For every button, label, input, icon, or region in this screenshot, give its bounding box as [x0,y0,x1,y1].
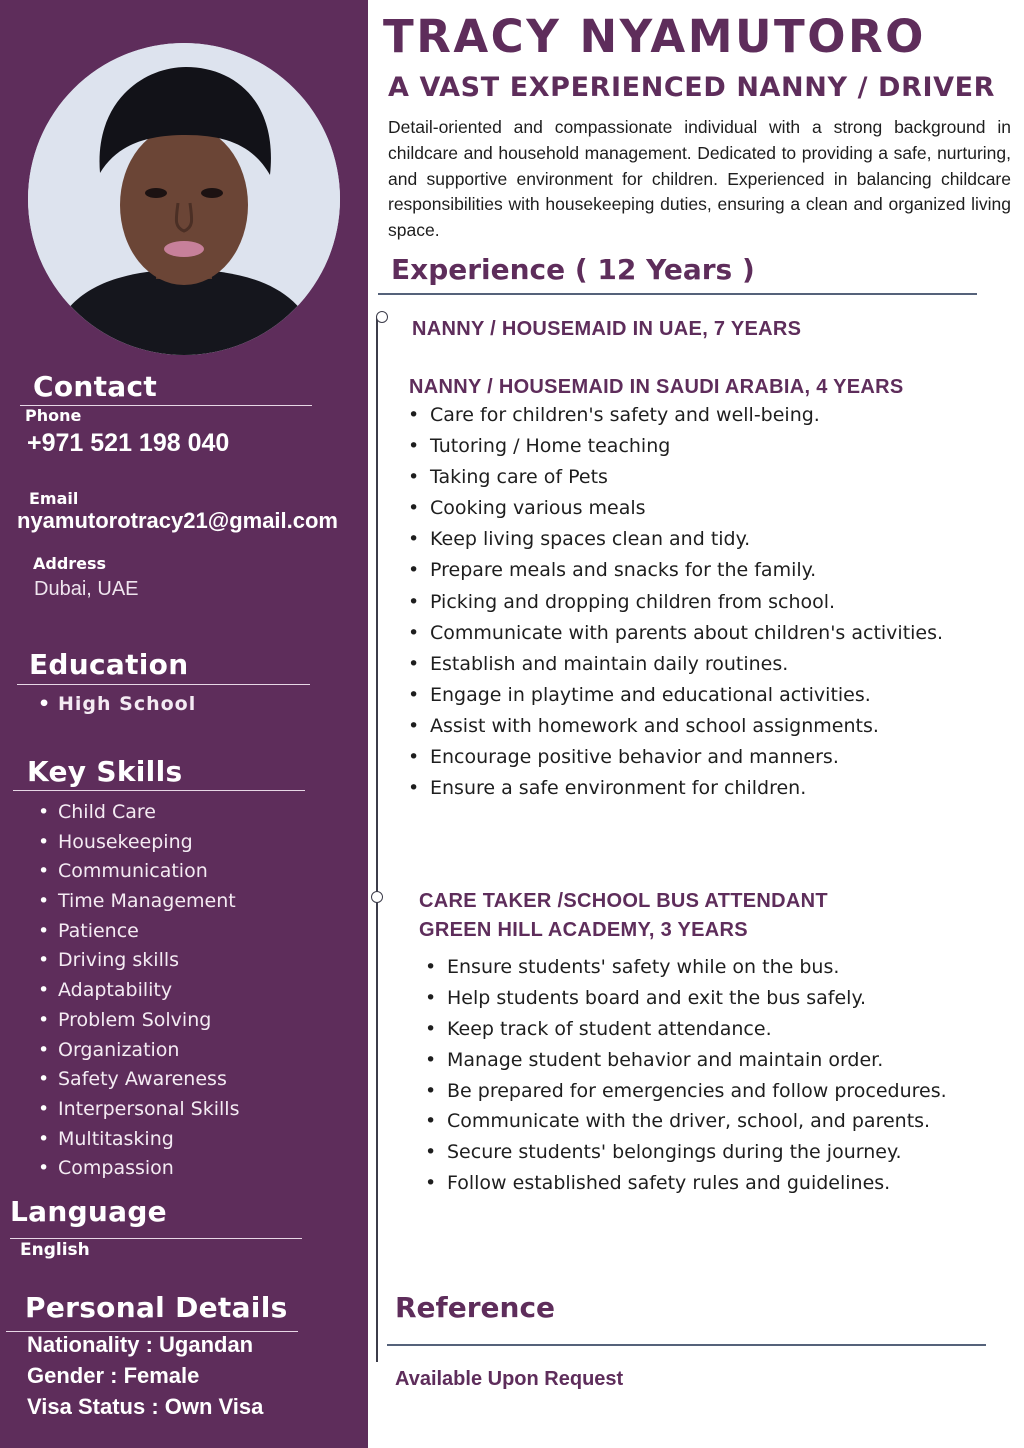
duty-item: • Encourage positive behavior and manners. [408,742,943,773]
duty-item: • Manage student behavior and maintain order. [425,1045,947,1076]
profile-photo-illustration [28,43,340,355]
job-title-caretaker: CARE TAKER /SCHOOL BUS ATTENDANT [419,890,828,912]
duty-item: • Engage in playtime and educational activities. [408,680,943,711]
address-value: Dubai, UAE [34,578,139,600]
address-label: Address [33,554,107,573]
sidebar [0,0,368,1448]
skill-item: • Compassion [34,1154,239,1184]
profile-summary: Detail-oriented and compassionate individual with a strong background in childcare and household management. Dedicated to providing a safe, nurturing, and supportive environment for children. Experienced in balancing childcare responsibilities with housekeeping duties, ensuring a clean and organized living space. [388,117,1011,241]
duty-item: • Communicate with the driver, school, and parents. [425,1106,947,1137]
duty-item: • Ensure a safe environment for children. [408,773,943,804]
experience-divider [378,293,977,295]
gender: Gender : Female [27,1363,200,1388]
skill-item: • Problem Solving [34,1006,239,1036]
candidate-title: A VAST EXPERIENCED NANNY / DRIVER [388,72,996,103]
phone-label: Phone [25,406,82,425]
skills-divider [13,790,305,791]
duty-item: • Care for children's safety and well-being. [408,400,943,431]
timeline-dot [376,311,388,323]
duty-item: • Prepare meals and snacks for the family. [408,555,943,586]
reference-text: Available Upon Request [395,1368,624,1390]
language-value: English [20,1240,90,1260]
duty-item: • Follow established safety rules and guidelines. [425,1168,947,1199]
skill-item: • Time Management [34,887,239,917]
skill-item: • Housekeeping [34,828,239,858]
email-value: nyamutorotracy21@gmail.com [17,508,338,533]
skill-item: • Interpersonal Skills [34,1095,239,1125]
education-heading: Education [29,648,189,681]
skill-item: • Multitasking [34,1125,239,1155]
duty-item: • Secure students' belongings during the journey. [425,1137,947,1168]
duty-item: • Picking and dropping children from school. [408,587,943,618]
skill-item: • Safety Awareness [34,1065,239,1095]
skills-list [34,798,239,1184]
saudi-duties-list [408,400,943,804]
skill-item: • Patience [34,917,239,947]
job-title-uae: NANNY / HOUSEMAID IN UAE, 7 YEARS [412,318,802,340]
skill-item: • Child Care [34,798,239,828]
job-place-caretaker: GREEN HILL ACADEMY, 3 YEARS [419,919,748,941]
experience-heading: Experience ( 12 Years ) [391,253,755,286]
duty-item: • Be prepared for emergencies and follow procedures. [425,1076,947,1107]
job-title-saudi: NANNY / HOUSEMAID IN SAUDI ARABIA, 4 YEARS [409,376,904,398]
duty-item: • Tutoring / Home teaching [408,431,943,462]
duty-item: • Keep track of student attendance. [425,1014,947,1045]
email-label: Email [29,489,79,508]
timeline-dot [371,891,383,903]
education-divider [17,684,310,685]
duty-item: • Establish and maintain daily routines. [408,649,943,680]
duty-item: • Help students board and exit the bus safely. [425,983,947,1014]
language-heading: Language [10,1195,167,1228]
caretaker-duties-list [425,952,947,1199]
timeline-line [376,317,378,1362]
duty-item: • Cooking various meals [408,493,943,524]
nationality: Nationality : Ugandan [27,1332,254,1357]
skills-heading: Key Skills [27,755,183,788]
visa-status: Visa Status : Own Visa [27,1394,264,1419]
education-item: • High School [34,691,196,717]
duty-item: • Assist with homework and school assignments. [408,711,943,742]
profile-photo [28,43,340,355]
skill-item: • Communication [34,857,239,887]
duty-item: • Taking care of Pets [408,462,943,493]
contact-heading: Contact [33,370,158,403]
duty-item: • Ensure students' safety while on the bus. [425,952,947,983]
personal-heading: Personal Details [25,1291,288,1324]
reference-divider [387,1344,986,1346]
personal-details [27,1329,263,1422]
reference-heading: Reference [395,1291,556,1324]
language-divider [10,1238,302,1239]
duty-item: • Keep living spaces clean and tidy. [408,524,943,555]
skill-item: • Driving skills [34,946,239,976]
duty-item: • Communicate with parents about children's activities. [408,618,943,649]
phone-value: +971 521 198 040 [27,429,230,457]
skill-item: • Organization [34,1036,239,1066]
candidate-name: TRACY NYAMUTORO [383,10,926,63]
skill-item: • Adaptability [34,976,239,1006]
education-list [34,691,196,717]
